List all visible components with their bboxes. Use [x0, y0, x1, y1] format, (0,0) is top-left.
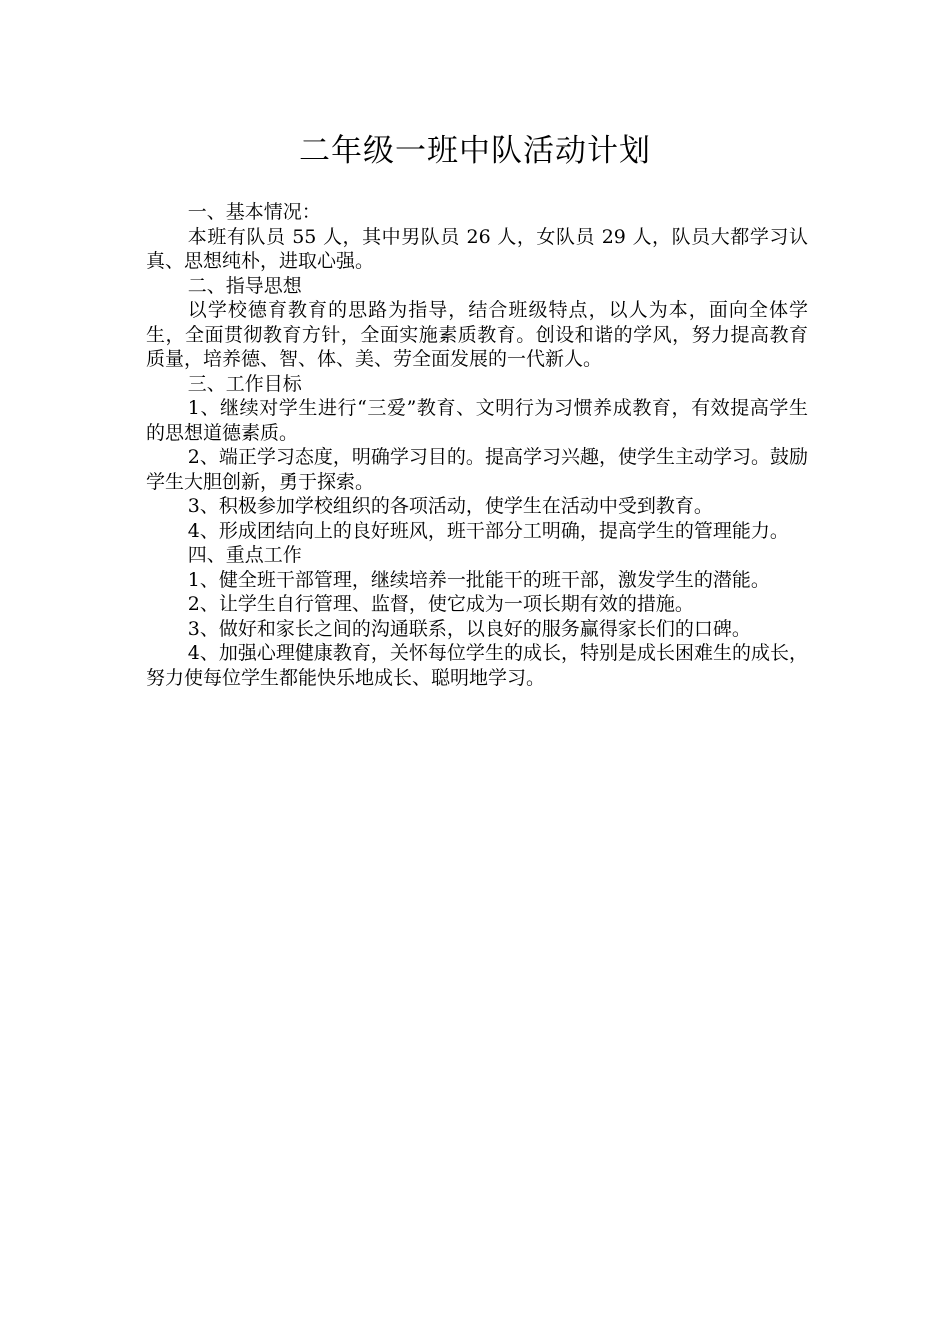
section-heading-work-goals: 三、工作目标 — [187, 372, 302, 395]
section-heading-basic-situation: 一、基本情况： — [187, 201, 321, 223]
key-work-item-3: 3、做好和家长之间的沟通联系，以良好的服务赢得家长们的口碑。 — [187, 617, 751, 640]
key-work-item-4: 4、加强心理健康教育，关怀每位学生的成长，特别是成长困难生的成长，努力使每位学生都能快乐地成长、聪明地学习。 — [146, 642, 808, 689]
section-heading-guiding-thought: 二、指导思想 — [187, 274, 302, 297]
goal-item-1: 1、继续对学生进行“三爱”教育、文明行为习惯养成教育，有效提高学生的思想道德素质。 — [146, 397, 808, 444]
paragraph-basic-situation: 本班有队员 55 人，其中男队员 26 人，女队员 29 人，队员大都学习认真、思想纯朴，进取心强。 — [146, 225, 808, 272]
key-work-item-1: 1、健全班干部管理，继续培养一批能干的班干部，激发学生的潜能。 — [187, 568, 770, 591]
section-heading-key-work: 四、重点工作 — [187, 544, 302, 566]
paragraph-guiding-thought: 以学校德育教育的思路为指导，结合班级特点，以人为本，面向全体学生，全面贯彻教育方针，全面实施素质教育。创设和谐的学风，努力提高教育质量，培养德、智、体、美、劳全面发展的一代新人。 — [146, 299, 808, 370]
key-work-item-2: 2、让学生自行管理、监督，使它成为一项长期有效的措施。 — [187, 593, 694, 615]
document-title: 二年级一班中队活动计划 — [299, 133, 651, 169]
goal-item-2: 2、端正学习态度，明确学习目的。提高学习兴趣，使学生主动学习。鼓励学生大胆创新，勇于探索。 — [146, 446, 808, 493]
document-body — [146, 200, 808, 690]
goal-item-3: 3、积极参加学校组织的各项活动，使学生在活动中受到教育。 — [187, 495, 713, 517]
goal-item-4: 4、形成团结向上的良好班风，班干部分工明确，提高学生的管理能力。 — [187, 519, 789, 542]
